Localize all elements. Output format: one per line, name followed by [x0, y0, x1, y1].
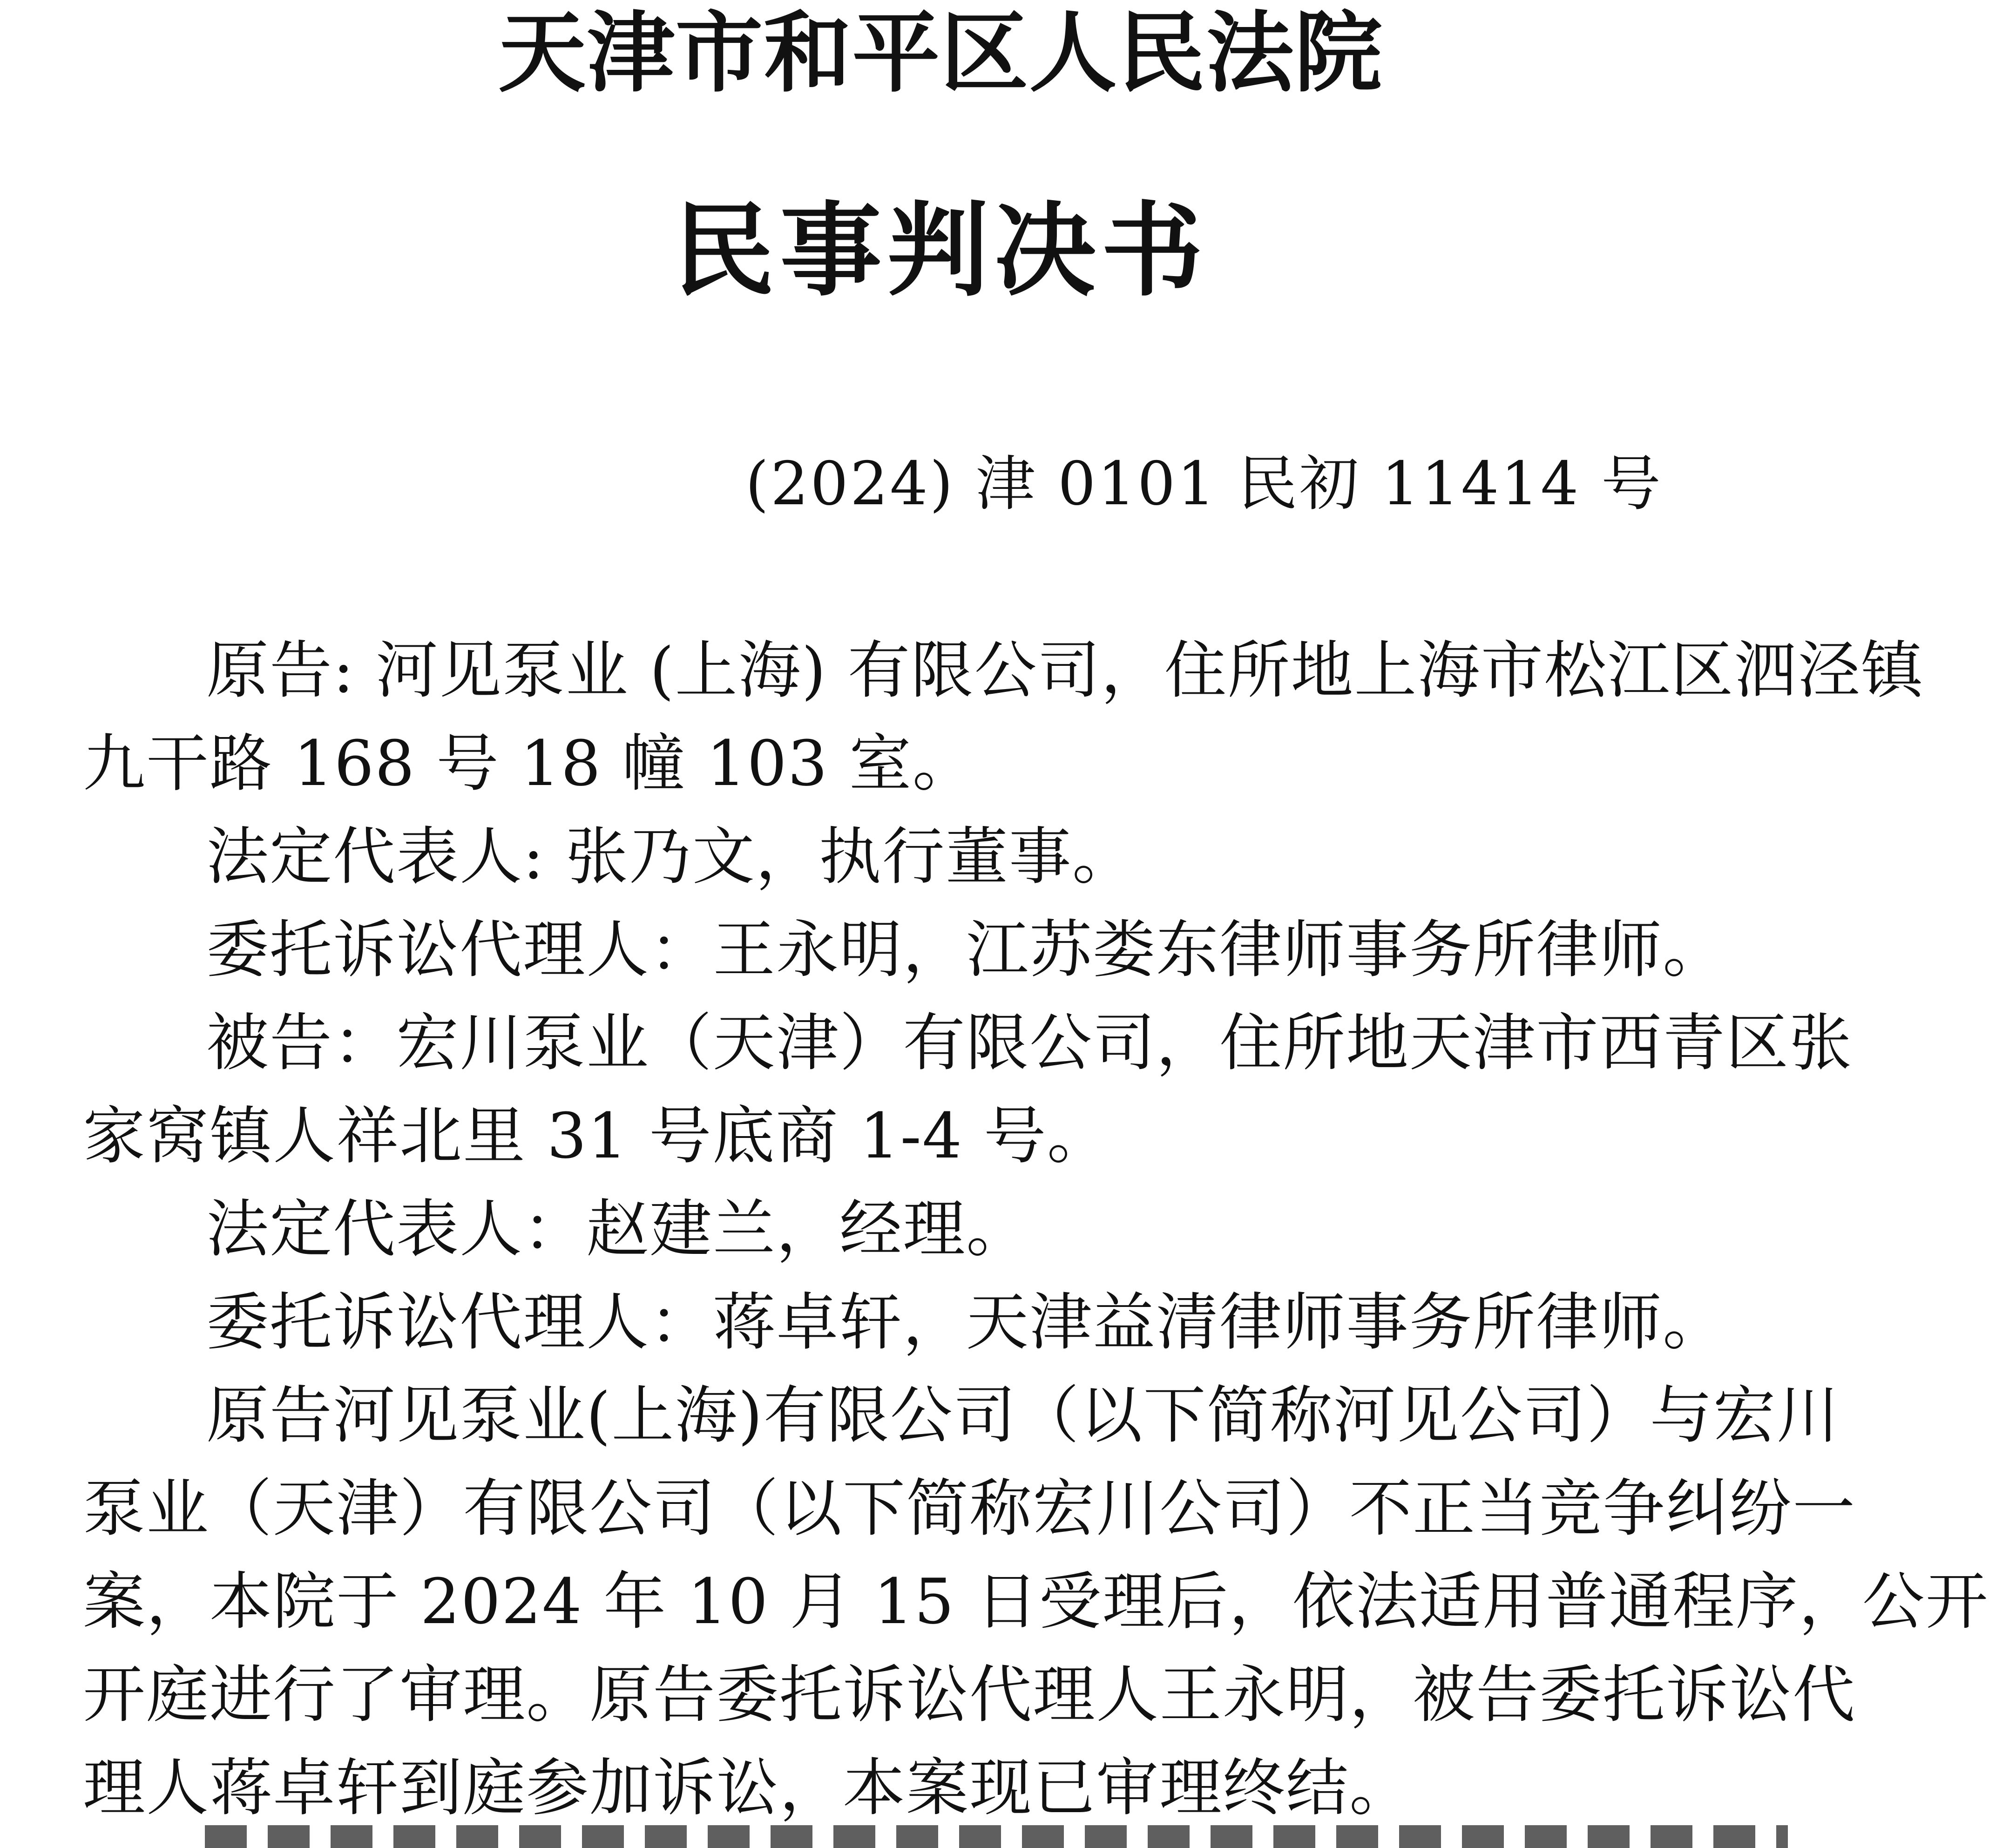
- defendant-agent: 委托诉讼代理人：蒋卓轩，天津益清律师事务所律师。: [206, 1286, 1726, 1359]
- plaintiff-line-2: 九干路 168 号 18 幢 103 室。: [83, 727, 976, 800]
- case-number: (2024) 津 0101 民初 11414 号: [745, 449, 1663, 519]
- case-summary-line-1: 原告河见泵业(上海)有限公司（以下简称河见公司）与宏川: [206, 1379, 1840, 1452]
- cut-off-next-line: [205, 1825, 1788, 1848]
- plaintiff-line-1: 原告: 河见泵业 (上海) 有限公司，住所地上海市松江区泗泾镇: [206, 634, 1924, 707]
- plaintiff-legal-representative: 法定代表人: 张乃文，执行董事。: [206, 820, 1136, 893]
- plaintiff-agent: 委托诉讼代理人：王永明，江苏娄东律师事务所律师。: [206, 914, 1726, 986]
- court-name: 天津市和平区人民法院: [498, 2, 1383, 104]
- case-summary-line-5: 理人蒋卓轩到庭参加诉讼，本案现已审理终结。: [83, 1752, 1413, 1824]
- defendant-line-1: 被告：宏川泵业（天津）有限公司，住所地天津市西青区张: [206, 1007, 1853, 1079]
- case-summary-line-4: 开庭进行了审理。原告委托诉讼代理人王永明，被告委托诉讼代: [83, 1658, 1856, 1731]
- judgment-body: [83, 624, 1989, 1834]
- case-summary-line-2: 泵业（天津）有限公司（以下简称宏川公司）不正当竞争纠纷一: [83, 1472, 1856, 1545]
- case-summary-line-3: 案，本院于 2024 年 10 月 15 日受理后，依法适用普通程序，公开: [83, 1565, 1989, 1638]
- defendant-line-2: 家窝镇人祥北里 31 号底商 1-4 号。: [83, 1100, 1110, 1172]
- defendant-legal-representative: 法定代表人：赵建兰，经理。: [206, 1193, 1030, 1266]
- document-title: 民事判决书: [673, 192, 1209, 310]
